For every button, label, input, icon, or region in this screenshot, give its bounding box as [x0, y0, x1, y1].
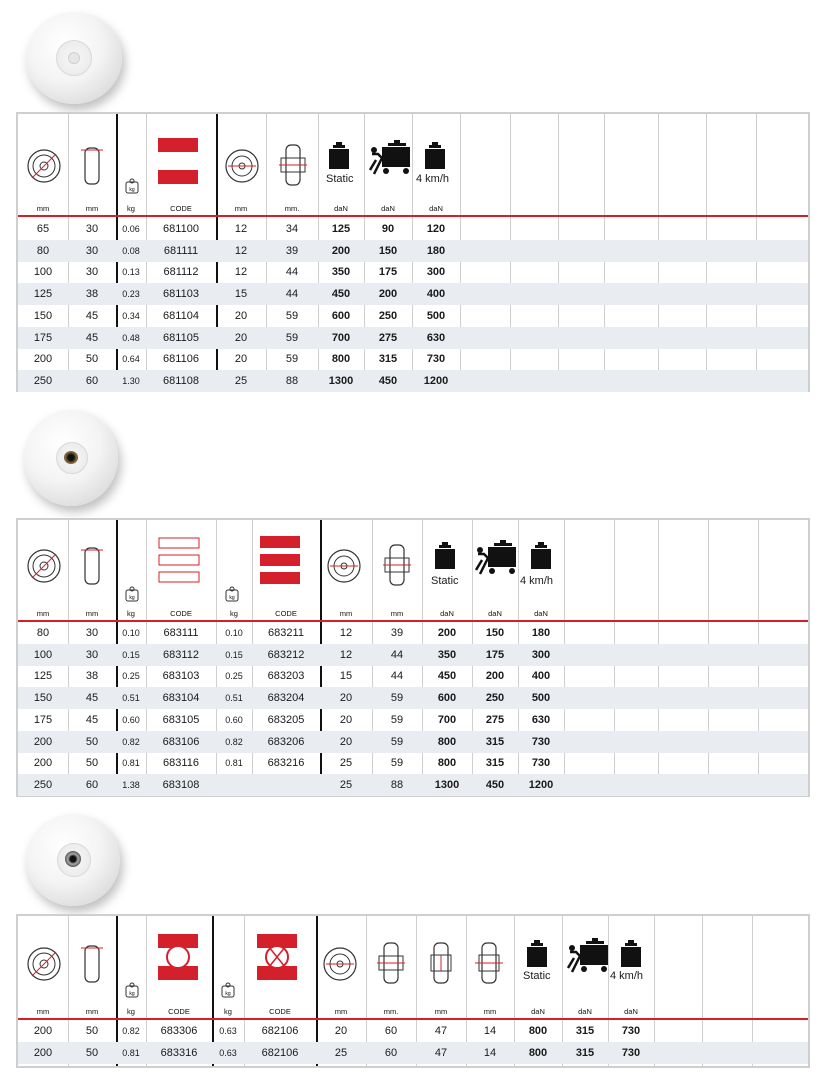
table-cell: 275 [378, 331, 398, 344]
table-cell: 80 [36, 244, 50, 257]
product-table-1 [16, 112, 810, 392]
table-cell: 44 [285, 266, 299, 279]
table-row [18, 283, 808, 305]
hub-length-icon [278, 142, 308, 188]
table-cell: 250 [485, 692, 505, 705]
speed-label: 4 km/h [520, 575, 554, 587]
table-cell: 683106 [162, 735, 200, 748]
table-cell: 38 [85, 670, 99, 683]
bearing-inner-icon [474, 940, 504, 986]
roller-bearing-solid-icon [260, 534, 300, 586]
table-cell: 0.51 [122, 693, 140, 704]
table-cell: 50 [85, 1025, 99, 1037]
table-cell: 50 [85, 353, 99, 366]
table-cell: 59 [390, 713, 404, 726]
table-cell: 0.15 [225, 649, 243, 660]
table-cell: 315 [378, 353, 398, 366]
table-row [18, 261, 808, 283]
table-cell: 45 [85, 309, 99, 322]
table-cell: 180 [531, 627, 551, 639]
table-cell: 39 [390, 627, 404, 639]
table-cell: 450 [485, 778, 505, 791]
table-cell: 45 [85, 692, 99, 705]
table-cell: 88 [390, 778, 404, 791]
static-load-icon [526, 940, 548, 968]
table-cell: 200 [33, 1025, 53, 1037]
table-row [18, 370, 808, 392]
table-cell: 20 [234, 331, 248, 344]
table-cell: 250 [33, 778, 53, 791]
table-cell: 683111 [163, 627, 199, 639]
table-cell: 315 [575, 1047, 595, 1059]
table-cell: 683206 [267, 735, 305, 748]
table-cell: 450 [378, 374, 398, 387]
static-load-icon [434, 542, 456, 570]
table-cell: 90 [381, 223, 395, 235]
table-cell: 30 [85, 244, 99, 257]
wheel-width-icon [78, 544, 106, 588]
table-cell: 681105 [163, 331, 199, 344]
table-cell: 300 [531, 648, 551, 661]
table-cell: 59 [390, 692, 404, 705]
table-cell: 175 [33, 331, 53, 344]
table-row [18, 1042, 808, 1064]
table-cell: 681103 [163, 288, 199, 301]
table-cell: 0.63 [219, 1026, 237, 1036]
table-cell: 0.10 [122, 628, 140, 638]
dynamic-load-icon [368, 140, 412, 176]
table-cell [216, 774, 252, 796]
table-cell: 25 [334, 1047, 348, 1059]
table-cell: 800 [437, 757, 457, 770]
table-cell: 0.82 [122, 1026, 140, 1036]
svg-text:kg: kg [229, 595, 235, 601]
solid-bore-red-icon [158, 134, 198, 186]
table-cell: 730 [426, 353, 446, 366]
table-cell: 250 [33, 374, 53, 387]
bearing-width-icon [426, 940, 456, 986]
table-cell: 681111 [163, 244, 199, 257]
units-row: mm mm kg CODE kg CODE mm mm. mm mm daN daN daN [18, 1005, 808, 1020]
table-cell: 0.63 [219, 1048, 237, 1058]
table-cell: 88 [285, 374, 299, 387]
table-cell: 683203 [267, 670, 305, 683]
table-cell: 125 [331, 223, 351, 235]
table-cell: 59 [285, 309, 299, 322]
table-cell: 315 [575, 1025, 595, 1037]
units-row: mm mm kg CODE kg CODE mm mm daN daN daN [18, 607, 808, 622]
table-cell: 681108 [163, 374, 199, 387]
table-cell: 683316 [160, 1047, 198, 1059]
table-cell: 59 [390, 735, 404, 748]
table-cell: 20 [334, 1025, 348, 1037]
table-cell: 450 [437, 670, 457, 683]
table-cell: 180 [426, 244, 446, 257]
table-row [18, 774, 808, 796]
table-cell: 0.51 [225, 693, 243, 704]
table-row [18, 327, 808, 349]
table-row [18, 622, 808, 644]
product-table-2 [16, 518, 810, 797]
table-cell: 681104 [163, 309, 199, 322]
table-cell: 0.06 [122, 224, 140, 234]
wheel-image-3 [26, 814, 120, 906]
table-cell: 683212 [267, 648, 305, 661]
table-cell: 681112 [163, 266, 199, 279]
table-cell: 25 [339, 757, 353, 770]
table-cell: 0.60 [225, 714, 243, 725]
table-cell: 600 [331, 309, 351, 322]
table-cell: 44 [390, 648, 404, 661]
stainless-ball-bearing-icon [256, 932, 298, 982]
wheel-image-1 [26, 12, 122, 104]
table-cell: 30 [85, 648, 99, 661]
table-row [18, 218, 808, 240]
wheel-hub [64, 451, 78, 464]
table-cell: 700 [331, 331, 351, 344]
weight-kg-icon [124, 982, 140, 998]
weight-kg-icon [220, 982, 236, 998]
table-cell: 47 [434, 1047, 448, 1059]
table-row [18, 348, 808, 370]
dynamic-load-icon [474, 540, 518, 576]
table-cell: 50 [85, 1047, 99, 1059]
table-cell: 200 [378, 288, 398, 301]
table-cell: 20 [339, 713, 353, 726]
wheel-diameter-icon [26, 548, 62, 584]
table-cell: 50 [85, 735, 99, 748]
table-cell: 120 [426, 223, 446, 235]
table-cell: 200 [437, 627, 457, 639]
table-cell: 0.81 [122, 1048, 140, 1058]
table-cell: 300 [426, 266, 446, 279]
hub-bore-icon [224, 148, 260, 184]
table-cell: 175 [485, 648, 505, 661]
table-cell: 150 [33, 309, 53, 322]
table-cell: 1300 [434, 778, 460, 791]
speed-label: 4 km/h [610, 970, 644, 982]
table-cell: 45 [85, 331, 99, 344]
table-cell: 150 [33, 692, 53, 705]
table-cell: 125 [33, 288, 53, 301]
table-cell: 683104 [162, 692, 200, 705]
speed-load-icon [620, 940, 642, 968]
table-cell: 38 [85, 288, 99, 301]
table-cell: 200 [331, 244, 351, 257]
hub-bore-icon [326, 548, 362, 584]
table-cell: 275 [485, 713, 505, 726]
table-cell: 400 [426, 288, 446, 301]
table-cell: 630 [531, 713, 551, 726]
wheel-diameter-icon [26, 946, 62, 982]
table-cell: 44 [390, 670, 404, 683]
table-cell: 350 [437, 648, 457, 661]
table-cell: 0.81 [225, 758, 243, 769]
table-cell: 0.15 [122, 649, 140, 660]
table-cell: 20 [339, 735, 353, 748]
weight-kg-icon [124, 178, 140, 194]
table-row [18, 731, 808, 753]
table-cell: 683211 [268, 627, 304, 639]
table-cell: 25 [234, 374, 248, 387]
table-cell: 730 [531, 757, 551, 770]
table-cell: 682106 [261, 1047, 299, 1059]
dynamic-load-icon [566, 938, 610, 974]
table-cell: 12 [339, 648, 353, 661]
table-cell: 0.34 [122, 310, 140, 321]
table-cell: 100 [33, 648, 53, 661]
table-cell: 45 [85, 713, 99, 726]
table-cell: 1300 [328, 374, 354, 387]
table-cell: 683103 [162, 670, 200, 683]
table-cell: 450 [331, 288, 351, 301]
table-cell: 730 [531, 735, 551, 748]
table-cell: 60 [384, 1025, 398, 1037]
table-cell: 14 [483, 1025, 497, 1037]
table-cell: 0.25 [122, 671, 140, 682]
table-cell: 14 [483, 1047, 497, 1059]
table-cell: 39 [285, 244, 299, 257]
svg-text:kg: kg [129, 595, 135, 601]
table-cell: 34 [285, 223, 299, 235]
table-cell: 683204 [267, 692, 305, 705]
table-row [18, 240, 808, 262]
speed-load-icon [530, 542, 552, 570]
table-cell: 12 [234, 244, 248, 257]
static-load-icon [328, 142, 350, 170]
table-cell: 200 [33, 353, 53, 366]
static-label: Static [431, 575, 459, 587]
table-cell: 800 [528, 1047, 548, 1059]
table-cell: 59 [285, 353, 299, 366]
wheel-hub [65, 851, 81, 867]
table-cell: 600 [437, 692, 457, 705]
table-cell: 200 [33, 735, 53, 748]
table-cell: 681106 [163, 353, 199, 366]
svg-text:kg: kg [129, 187, 135, 193]
table-cell: 50 [85, 757, 99, 770]
table-cell: 175 [378, 266, 398, 279]
table-cell: 60 [85, 374, 99, 387]
table-cell: 1200 [423, 374, 449, 387]
table-cell: 0.82 [122, 736, 140, 747]
table-cell: 12 [234, 266, 248, 279]
table-cell: 12 [234, 223, 248, 235]
wheel-image-2 [24, 410, 118, 506]
table-cell: 59 [285, 331, 299, 344]
wheel-diameter-icon [26, 148, 62, 184]
weight-kg-icon [224, 586, 240, 602]
table-cell: 175 [33, 713, 53, 726]
table-cell: 30 [85, 266, 99, 279]
table-cell: 100 [33, 266, 53, 279]
table-cell: 682106 [261, 1025, 299, 1037]
wheel-width-icon [78, 942, 106, 986]
table-cell: 500 [426, 309, 446, 322]
table-cell: 1.30 [122, 375, 140, 386]
table-cell: 700 [437, 713, 457, 726]
table-cell: 60 [384, 1047, 398, 1059]
table-cell: 0.13 [122, 267, 140, 278]
table-cell: 250 [378, 309, 398, 322]
table-cell: 0.60 [122, 714, 140, 725]
table-cell [252, 774, 320, 796]
table-cell: 683108 [162, 778, 200, 791]
hub-bore-icon [322, 946, 358, 982]
table-cell: 683112 [163, 648, 199, 661]
table-cell: 683105 [162, 713, 200, 726]
wheel-width-icon [78, 144, 106, 188]
table-row [18, 665, 808, 687]
table-cell: 0.08 [122, 245, 140, 256]
hub-length-icon [376, 940, 406, 986]
table-cell: 630 [426, 331, 446, 344]
table-cell: 30 [85, 223, 99, 235]
hub-length-icon [382, 542, 412, 588]
table-cell: 12 [339, 627, 353, 639]
table-cell: 683216 [267, 757, 305, 770]
table-cell: 315 [485, 735, 505, 748]
wheel-hub [68, 52, 80, 64]
table-cell: 60 [85, 778, 99, 791]
table-cell: 200 [485, 670, 505, 683]
table-cell: 200 [33, 1047, 53, 1059]
static-label: Static [326, 173, 354, 185]
roller-bearing-outline-icon [158, 536, 200, 586]
speed-label: 4 km/h [416, 173, 450, 185]
table-cell: 350 [331, 266, 351, 279]
table-cell: 125 [33, 670, 53, 683]
table-row [18, 709, 808, 731]
table-row [18, 1020, 808, 1042]
units-row: mm mm kg CODE mm mm. daN daN daN [18, 202, 808, 217]
table-cell: 20 [234, 353, 248, 366]
product-table-3 [16, 914, 810, 1068]
table-cell: 1.38 [122, 779, 140, 790]
ball-bearing-icon [158, 932, 198, 982]
table-cell: 150 [378, 244, 398, 257]
table-cell: 47 [434, 1025, 448, 1037]
table-row [18, 752, 808, 774]
table-cell: 44 [285, 288, 299, 301]
table-cell: 683306 [160, 1025, 198, 1037]
table-cell: 15 [339, 670, 353, 683]
table-cell: 730 [621, 1025, 641, 1037]
table-cell: 0.10 [225, 628, 243, 638]
table-cell: 681100 [163, 223, 199, 235]
table-cell: 315 [485, 757, 505, 770]
table-cell: 150 [485, 627, 505, 639]
table-cell: 800 [437, 735, 457, 748]
speed-load-icon [424, 142, 446, 170]
table-cell: 65 [36, 223, 50, 235]
table-row [18, 305, 808, 327]
table-cell: 730 [621, 1047, 641, 1059]
weight-kg-icon [124, 586, 140, 602]
table-cell: 800 [528, 1025, 548, 1037]
table-cell: 0.23 [122, 289, 140, 300]
table-cell: 20 [234, 309, 248, 322]
table-cell: 683116 [163, 757, 199, 770]
svg-text:kg: kg [129, 991, 135, 997]
table-cell: 0.64 [122, 354, 140, 365]
table-cell: 800 [331, 353, 351, 366]
table-cell: 59 [390, 757, 404, 770]
table-cell: 683205 [267, 713, 305, 726]
table-cell: 30 [85, 627, 99, 639]
table-cell: 500 [531, 692, 551, 705]
static-label: Static [523, 970, 551, 982]
table-cell: 80 [36, 627, 50, 639]
table-cell: 0.25 [225, 671, 243, 682]
table-cell: 0.81 [122, 758, 140, 769]
svg-text:kg: kg [225, 991, 231, 997]
table-cell: 1200 [528, 778, 554, 791]
table-cell: 400 [531, 670, 551, 683]
table-cell: 15 [234, 288, 248, 301]
table-cell: 0.82 [225, 736, 243, 747]
table-cell: 20 [339, 692, 353, 705]
table-cell: 0.48 [122, 332, 140, 343]
table-cell: 200 [33, 757, 53, 770]
table-row [18, 687, 808, 709]
table-row [18, 644, 808, 666]
table-cell: 25 [339, 778, 353, 791]
